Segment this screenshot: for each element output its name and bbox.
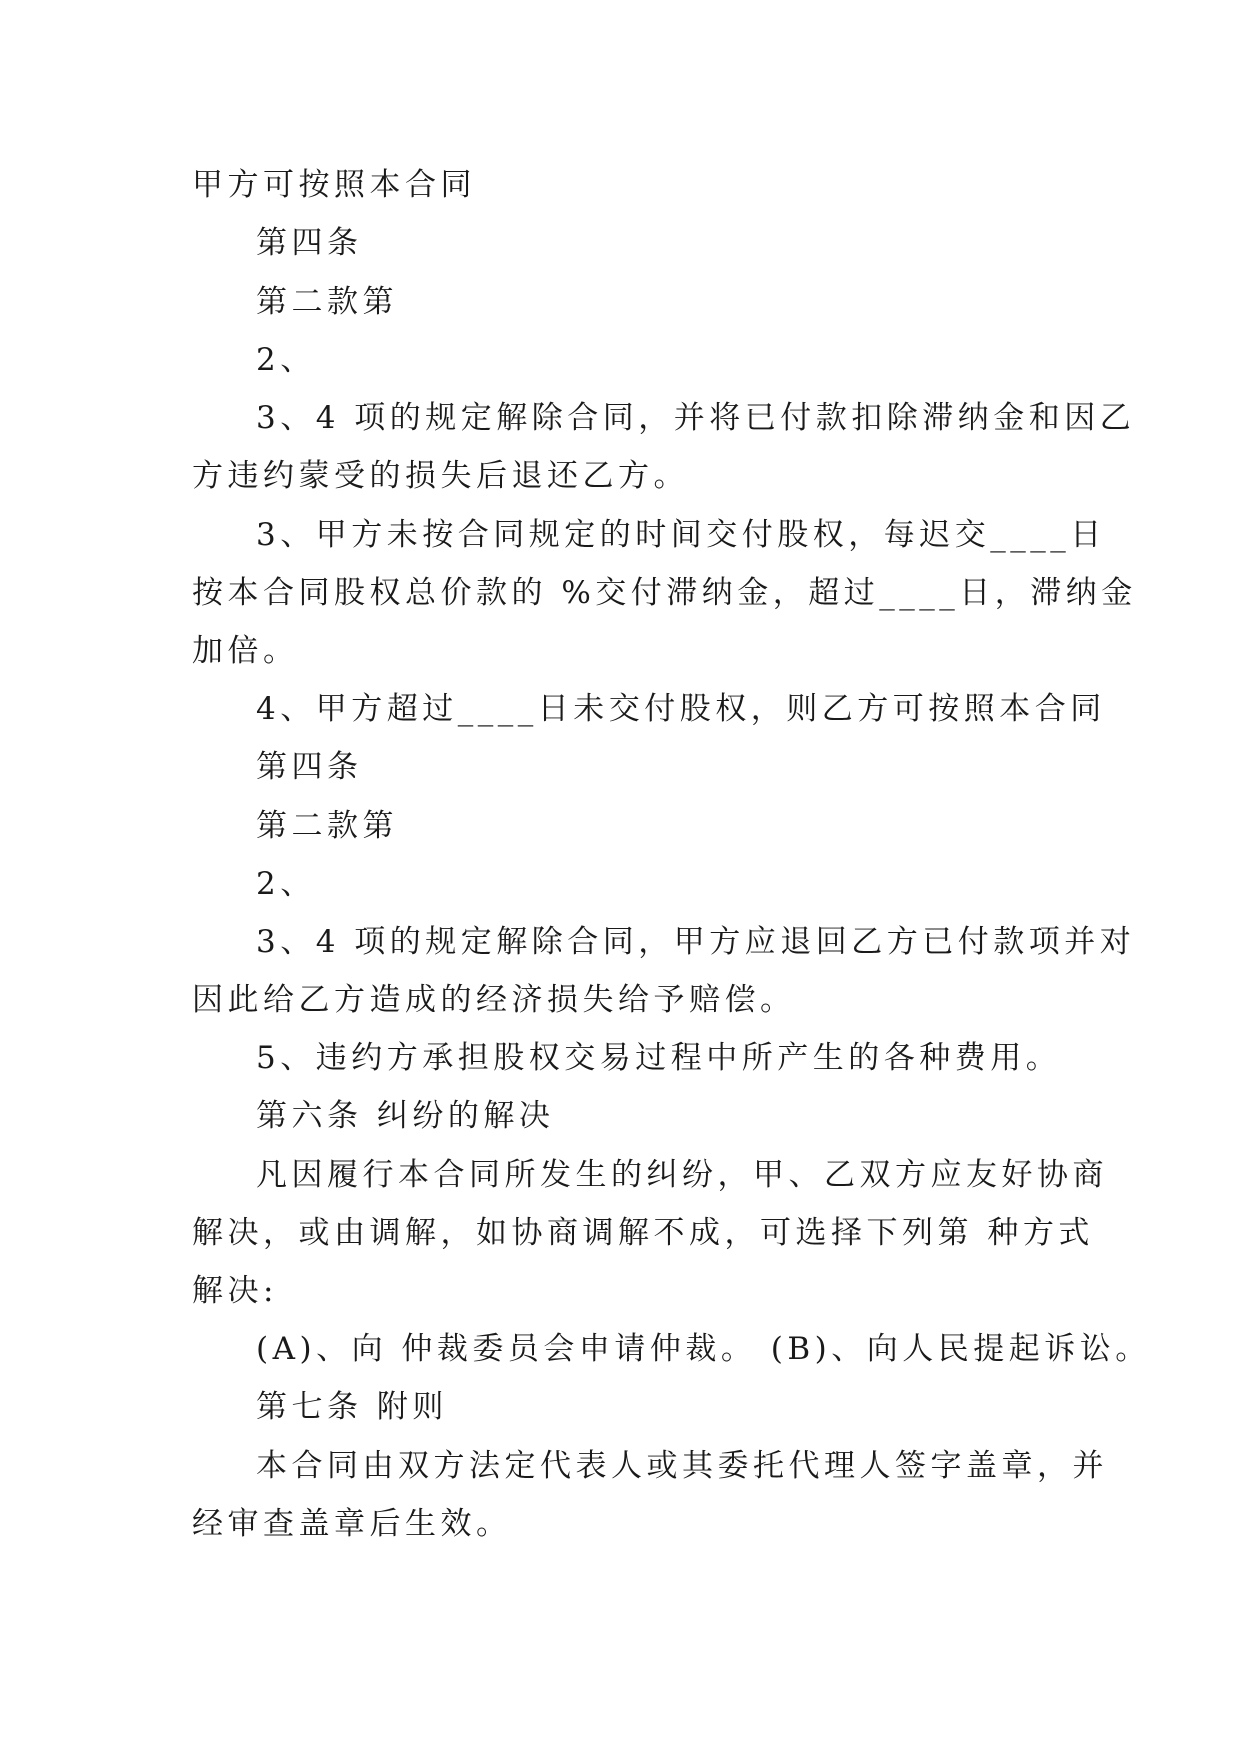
- text-line: 5、违约方承担股权交易过程中所产生的各种费用。: [256, 1040, 1062, 1076]
- section-heading: 第七条 附则: [256, 1389, 448, 1425]
- text-line: 按本合同股权总价款的 %交付滞纳金，超过____日，滞纳金: [192, 575, 1137, 611]
- text-line: 第四条: [256, 749, 363, 785]
- text-line: 解决，或由调解，如协商调解不成，可选择下列第 种方式: [192, 1215, 1094, 1251]
- text-line: 2、: [256, 342, 316, 378]
- text-line: 加倍。: [192, 633, 299, 669]
- text-line: 方违约蒙受的损失后退还乙方。: [192, 458, 689, 494]
- text-line: 3、4 项的规定解除合同，甲方应退回乙方已付款项并对: [256, 924, 1136, 960]
- text-line: 凡因履行本合同所发生的纠纷，甲、乙双方应友好协商: [256, 1157, 1108, 1193]
- text-line: 因此给乙方造成的经济损失给予赔偿。: [192, 982, 796, 1018]
- text-line: 第二款第: [256, 808, 398, 844]
- text-line: 第四条: [256, 225, 363, 261]
- text-line: 本合同由双方法定代表人或其委托代理人签字盖章，并: [256, 1448, 1108, 1484]
- text-line: 经审查盖章后生效。: [192, 1506, 512, 1542]
- text-line: 解决:: [192, 1273, 278, 1309]
- text-line: 甲方可按照本合同: [192, 167, 476, 203]
- text-line: 第二款第: [256, 284, 398, 320]
- text-line: 3、4 项的规定解除合同，并将已付款扣除滞纳金和因乙: [256, 400, 1136, 436]
- text-line: 3、甲方未按合同规定的时间交付股权，每迟交____日: [256, 517, 1106, 553]
- text-line: (A)、向 仲裁委员会申请仲裁。 (B)、向人民提起诉讼。: [256, 1331, 1151, 1367]
- text-line: 2、: [256, 866, 316, 902]
- section-heading: 第六条 纠纷的解决: [256, 1098, 555, 1134]
- text-line: 4、甲方超过____日未交付股权，则乙方可按照本合同: [256, 691, 1106, 727]
